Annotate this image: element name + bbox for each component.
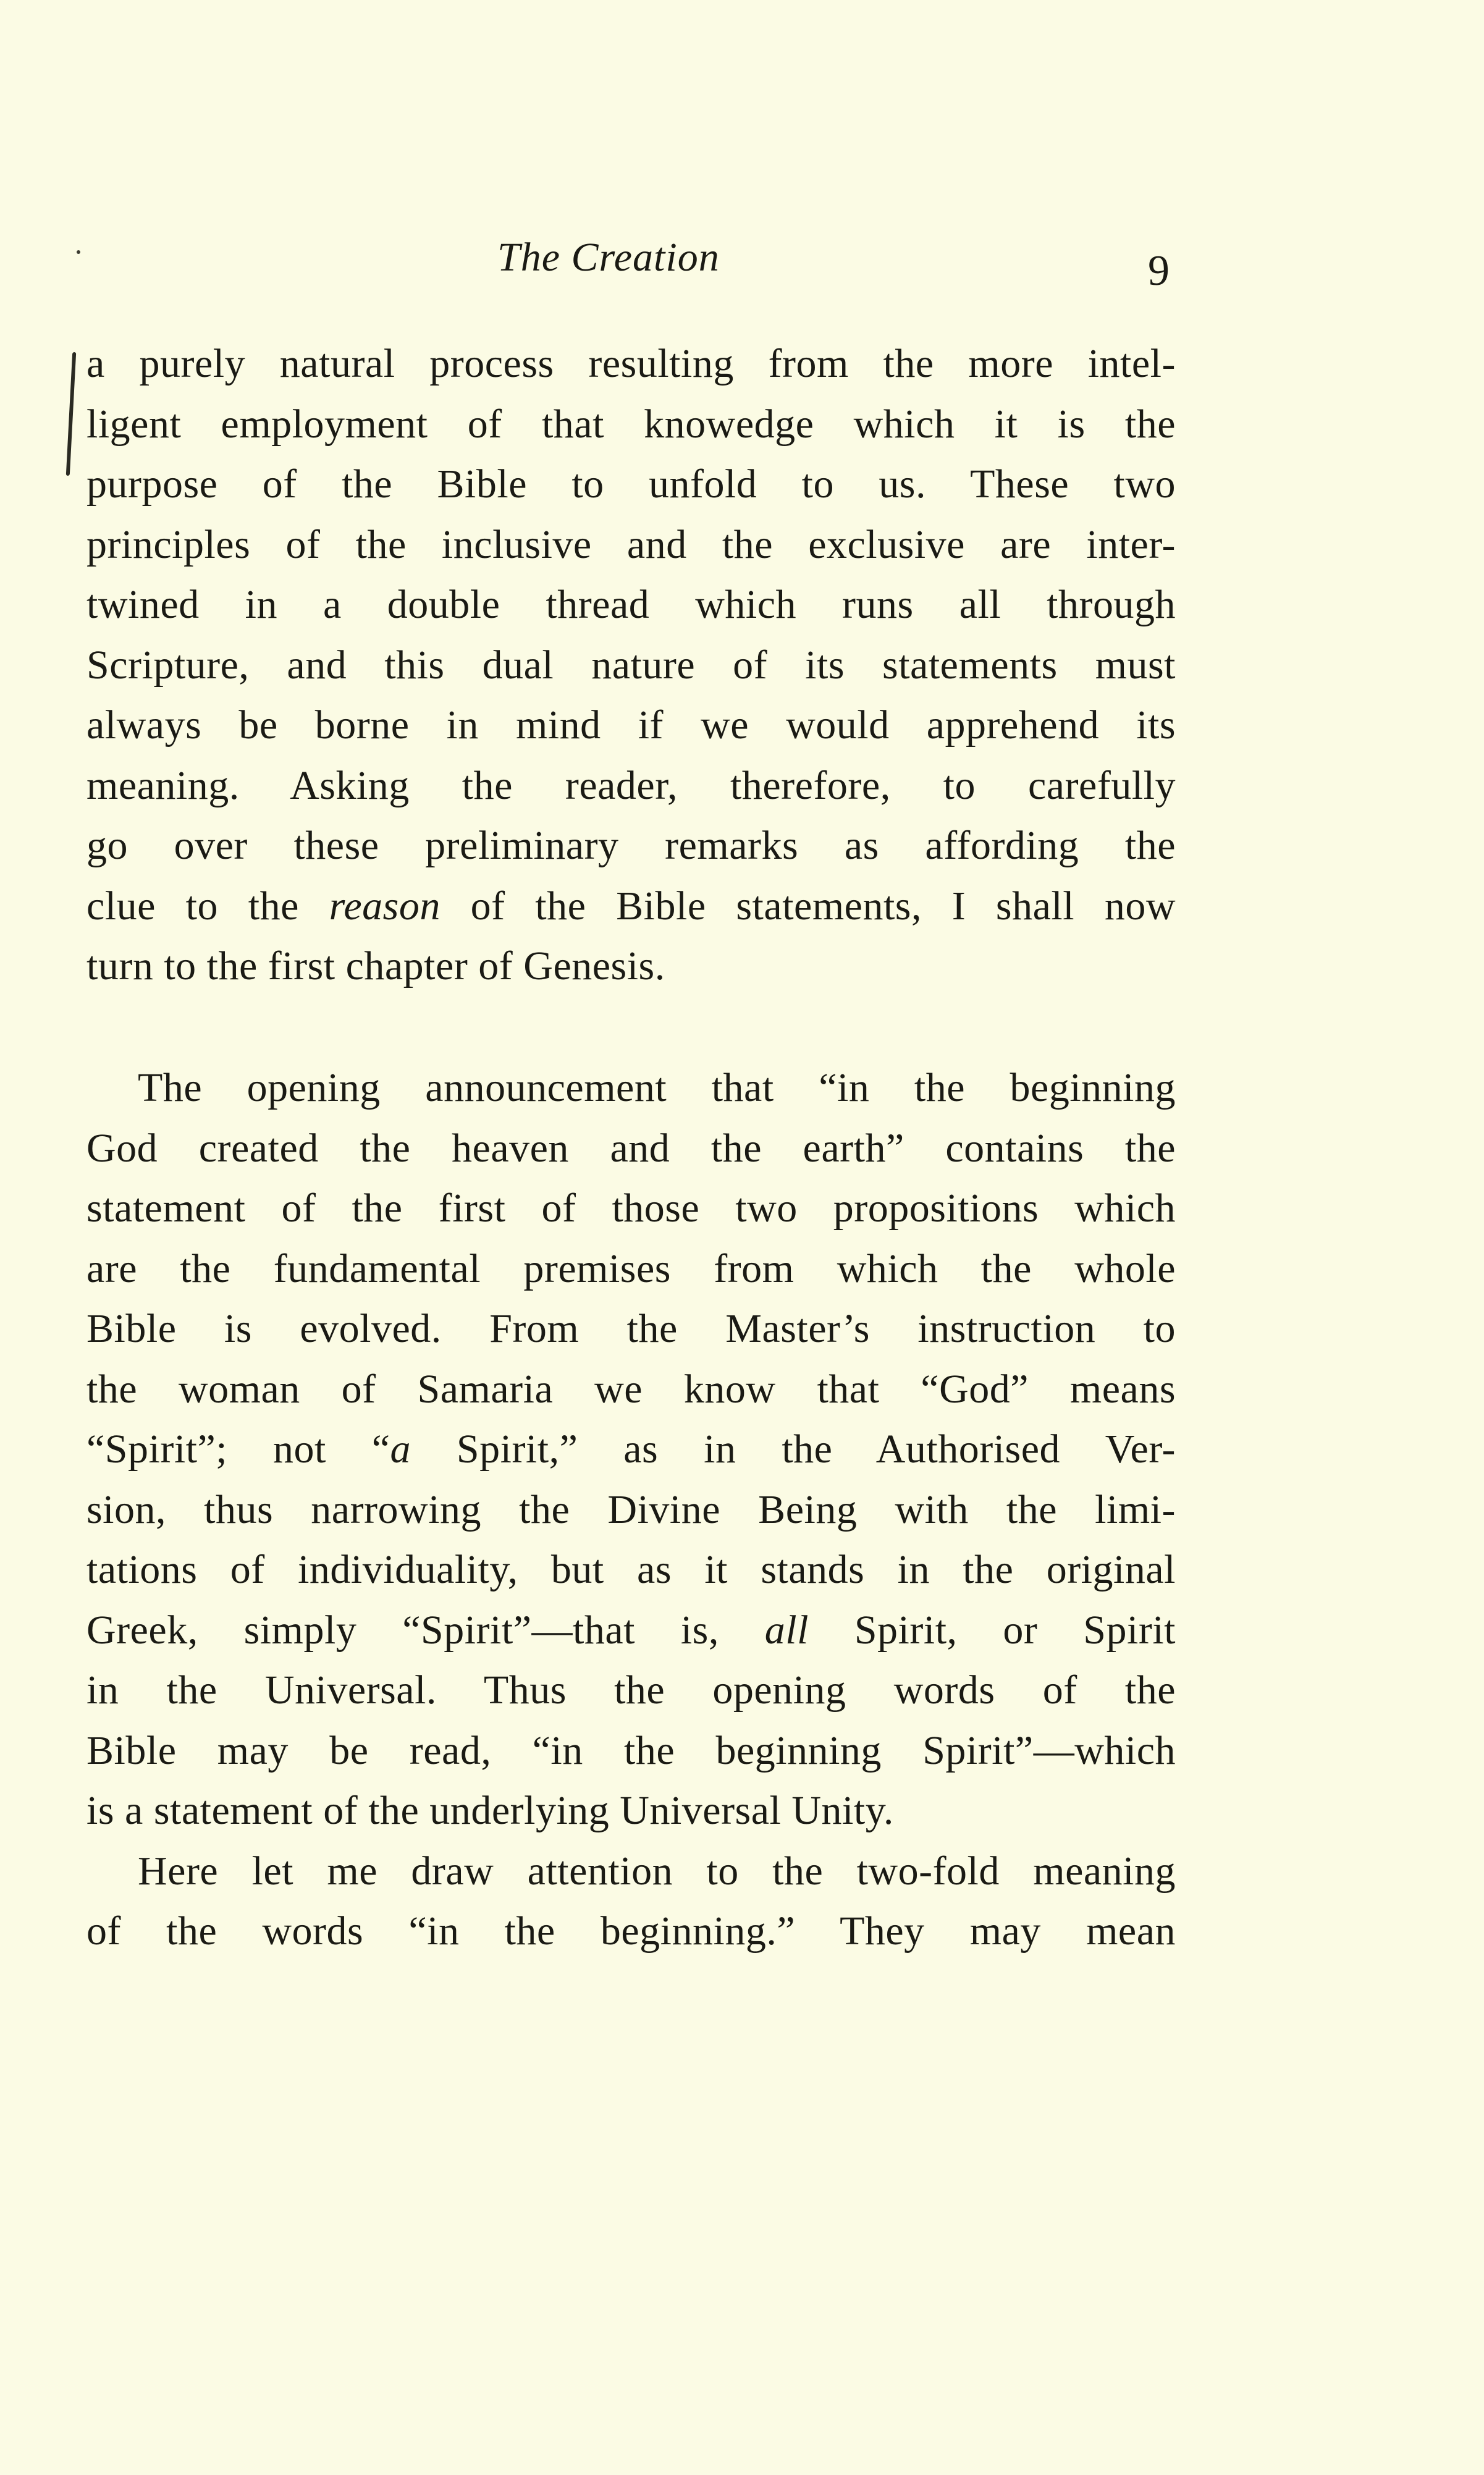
- text-line: are the fundamental premises from which the whole: [86, 1246, 1176, 1291]
- text-line: a purely natural process resulting from the more intel-: [86, 341, 1176, 386]
- text-line: Scripture, and this dual nature of its statements must: [86, 642, 1176, 688]
- text-line: purpose of the Bible to unfold to us. These two: [86, 462, 1176, 507]
- text-line: twined in a double thread which runs all through: [86, 582, 1176, 627]
- running-head: [0, 230, 1484, 295]
- emphasized-word: all: [764, 1607, 809, 1653]
- emphasized-word: reason: [329, 883, 441, 929]
- text-line: is a statement of the underlying Universal Unity.: [86, 1788, 894, 1833]
- paragraph-continuation: [86, 334, 1176, 997]
- text-line: the woman of Samaria we know that “God” means: [86, 1366, 1176, 1412]
- text-line: [86, 876, 1176, 937]
- text-line: always be borne in mind if we would apprehend its: [86, 702, 1176, 748]
- text-line: God created the heaven and the earth” contains the: [86, 1125, 1176, 1171]
- text-line: Bible may be read, “in the beginning Spirit”—which: [86, 1727, 1176, 1773]
- text-line: statement of the first of those two propositions which: [86, 1186, 1176, 1231]
- paragraph-group: [86, 1058, 1176, 1962]
- text-line: tations of individuality, but as it stands in the original: [86, 1547, 1176, 1592]
- text-line: Bible is evolved. From the Master’s instruction to: [86, 1306, 1176, 1351]
- running-title: The Creation: [497, 235, 720, 280]
- text-line: turn to the first chapter of Genesis.: [86, 943, 665, 989]
- text-line: ligent employment of that knowedge which it is the: [86, 401, 1176, 447]
- text-line: in the Universal. Thus the opening words of the: [86, 1668, 1176, 1713]
- emphasized-word: a: [390, 1427, 411, 1472]
- text-run: Spirit,” as in the Authorised Ver-: [411, 1427, 1176, 1472]
- text-line: The opening announcement that “in the beginning: [138, 1065, 1176, 1110]
- text-run: Greek, simply “Spirit”—that is,: [86, 1607, 765, 1653]
- text-line: go over these preliminary remarks as affording the: [86, 823, 1176, 868]
- text-run: “Spirit”; not “: [86, 1427, 390, 1472]
- text-line: Here let me draw attention to the two-fold meaning: [138, 1848, 1176, 1894]
- page-number: 9: [1148, 247, 1170, 295]
- margin-pencil-mark: [66, 352, 76, 476]
- text-line: [86, 1419, 1176, 1480]
- text-line: meaning. Asking the reader, therefore, to carefully: [86, 762, 1176, 808]
- text-line: of the words “in the beginning.” They may mean: [86, 1908, 1176, 1954]
- text-line: sion, thus narrowing the Divine Being with the limi-: [86, 1486, 1176, 1532]
- text-run: clue to the: [86, 883, 329, 929]
- text-line: [86, 1600, 1176, 1661]
- text-line: principles of the inclusive and the exclusive are inter-: [86, 521, 1176, 567]
- text-run: Spirit, or Spirit: [808, 1607, 1176, 1653]
- text-run: of the Bible statements, I shall now: [440, 883, 1176, 929]
